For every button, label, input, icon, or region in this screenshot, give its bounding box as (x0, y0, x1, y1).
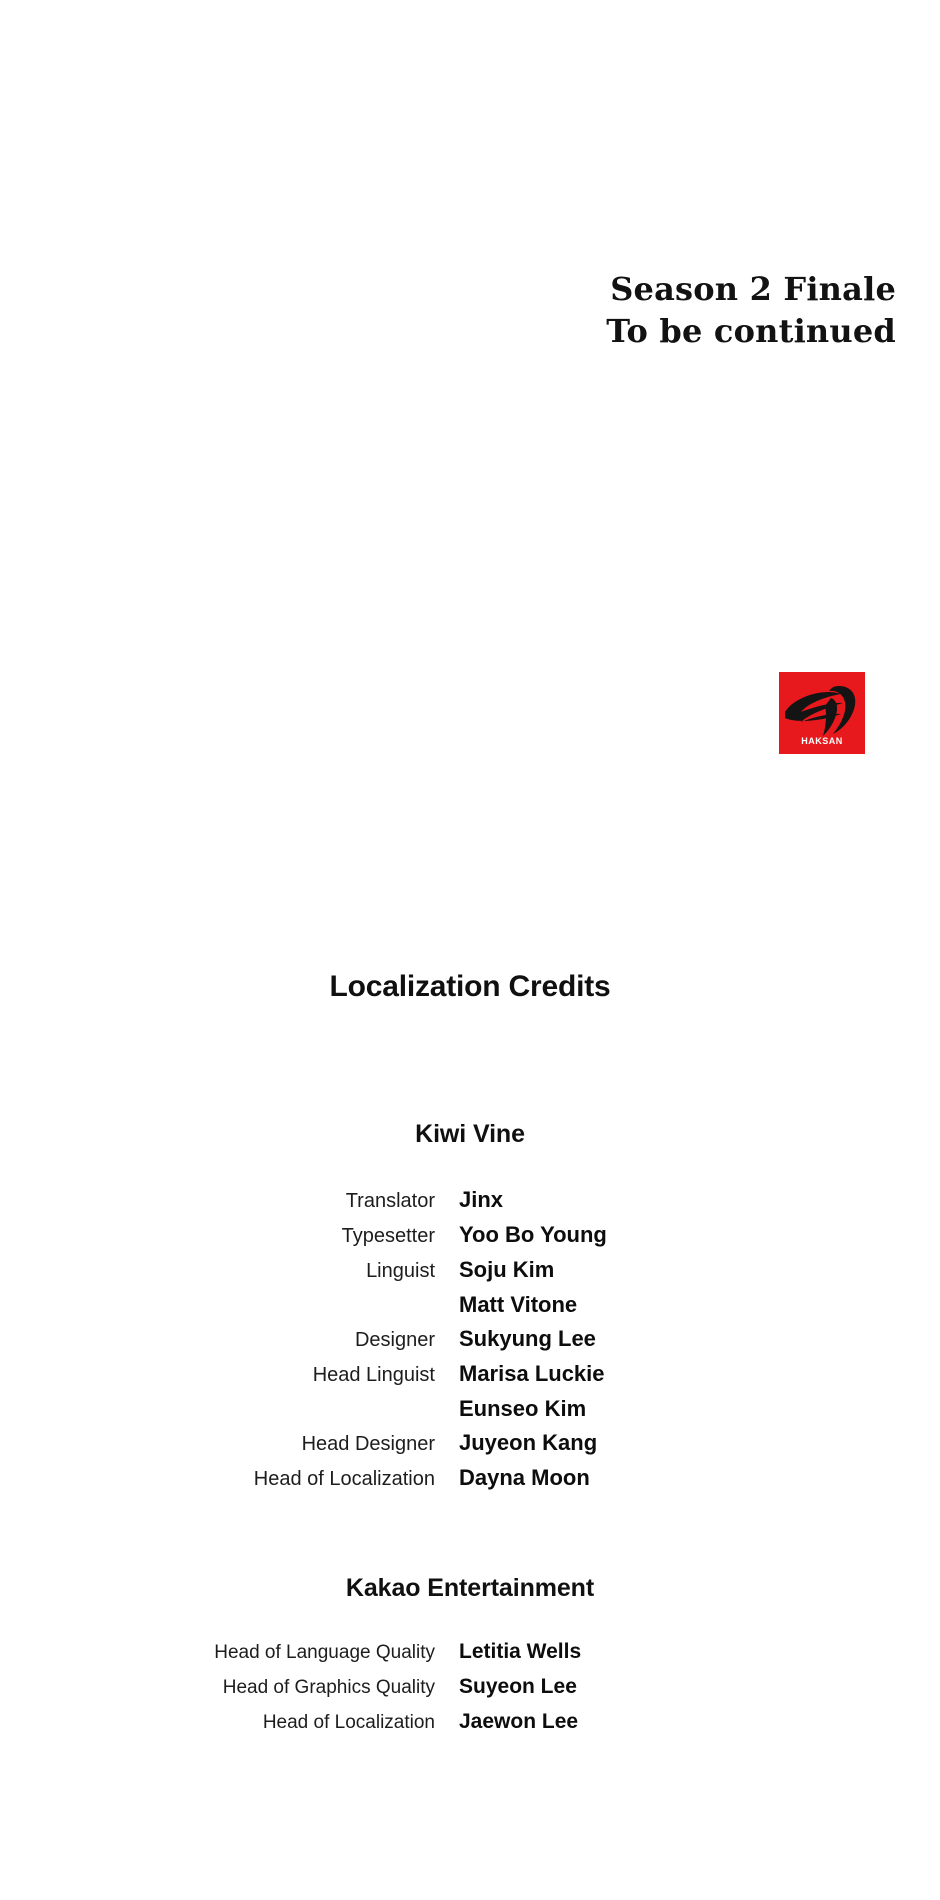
season-finale-heading (606, 268, 896, 352)
credit-name: Eunseo Kim (459, 1396, 587, 1421)
section-title: Kiwi Vine (415, 1120, 525, 1148)
to-be-continued-line: To be continued (606, 312, 896, 351)
credit-name: Suyeon Lee (459, 1675, 577, 1698)
credit-row (0, 1183, 940, 1218)
credit-role: Linguist (366, 1260, 435, 1282)
credit-role: Head Designer (301, 1433, 435, 1455)
credit-name: Jinx (459, 1187, 504, 1212)
credit-row (0, 1322, 940, 1357)
haksan-logo (779, 672, 865, 754)
svg-text:HAKSAN: HAKSAN (801, 736, 843, 746)
credits-section-kakao-entertainment (0, 1574, 940, 1740)
credit-row (0, 1426, 940, 1461)
credit-name: Marisa Luckie (459, 1361, 605, 1386)
credit-name: Soju Kim (459, 1257, 555, 1282)
credit-row (0, 1253, 940, 1288)
credits-row-list (0, 1635, 940, 1740)
credit-row (0, 1461, 940, 1496)
credits-row-list (0, 1183, 940, 1496)
credit-row (0, 1670, 940, 1705)
credit-row (0, 1635, 940, 1670)
credit-name: Matt Vitone (459, 1292, 578, 1317)
credit-row (0, 1705, 940, 1740)
credit-name: Sukyung Lee (459, 1326, 596, 1351)
credit-name: Letitia Wells (459, 1640, 582, 1663)
section-title: Kakao Entertainment (345, 1574, 595, 1602)
credit-role: Head of Language Quality (214, 1642, 435, 1663)
credit-row (0, 1357, 940, 1392)
credit-row (0, 1392, 940, 1426)
credits-title: Localization Credits (329, 970, 611, 1003)
credit-name: Juyeon Kang (459, 1430, 598, 1455)
credit-name: Jaewon Lee (459, 1710, 579, 1733)
credit-role: Head of Localization (253, 1468, 435, 1490)
credit-role: Head of Localization (262, 1712, 435, 1733)
credit-name: Dayna Moon (459, 1465, 590, 1490)
credit-role: Head of Graphics Quality (222, 1677, 435, 1698)
credit-role: Head Linguist (312, 1364, 435, 1386)
credit-name: Yoo Bo Young (459, 1222, 607, 1247)
credit-row (0, 1218, 940, 1253)
credits-section-kiwi-vine (0, 1120, 940, 1496)
localization-credits (0, 970, 940, 1740)
season-finale-line-1: Season 2 Finale (610, 270, 896, 308)
credit-role: Designer (354, 1329, 435, 1351)
credit-role: Translator (345, 1190, 435, 1212)
credit-role: Typesetter (341, 1225, 435, 1247)
credit-row (0, 1288, 940, 1322)
